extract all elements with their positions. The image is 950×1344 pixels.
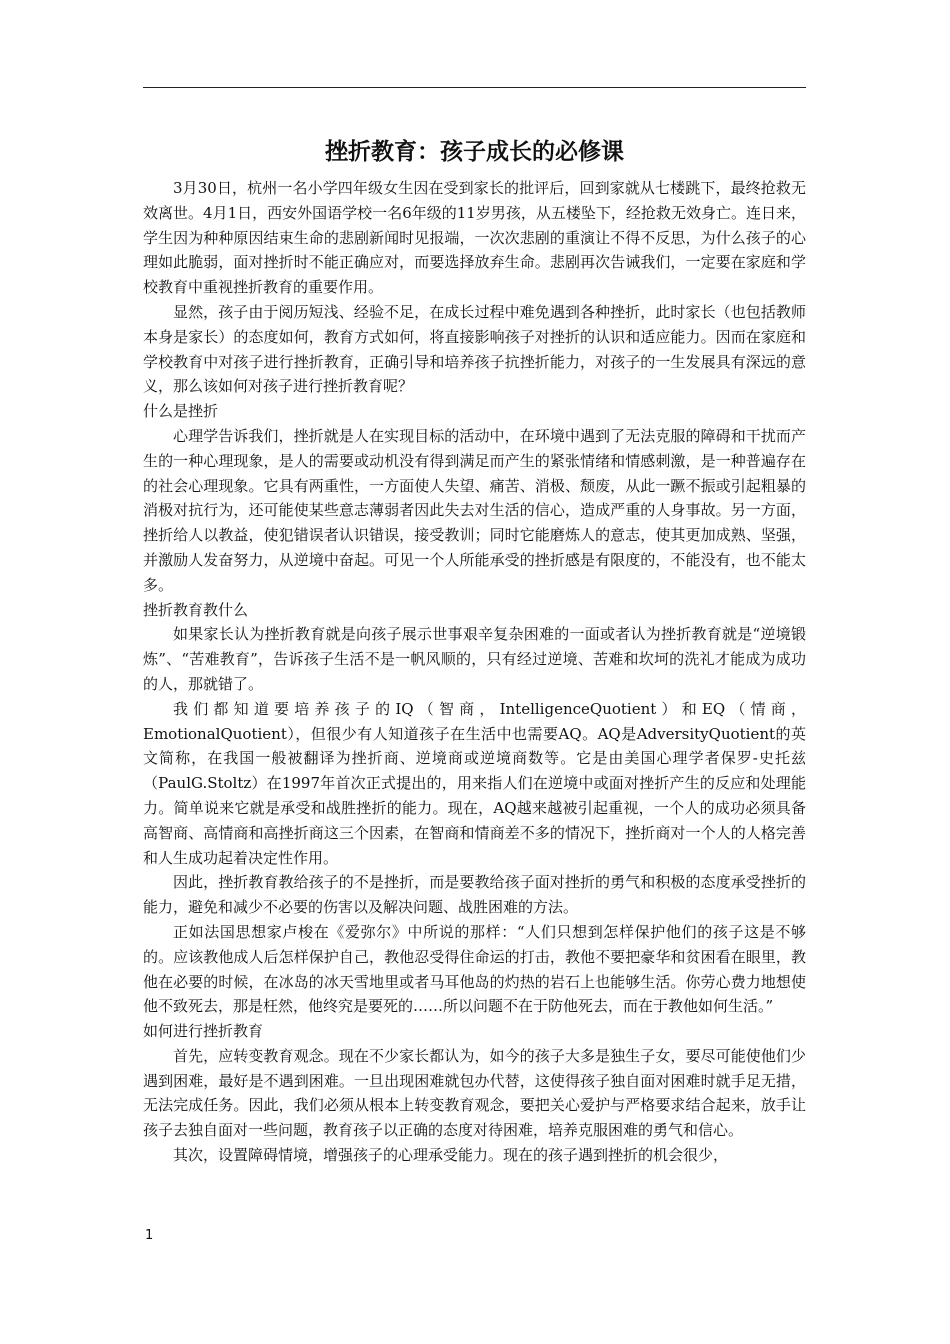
document-body xyxy=(143,132,806,1168)
page-title: 挫折教育：孩子成长的必修课 xyxy=(325,139,624,165)
paragraph: 首先，应转变教育观念。现在不少家长都认为，如今的孩子大多是独生子女，要尽可能使他们少遇到困难，最好是不遇到困难。一旦出现困难就包办代替，这使得孩子独自面对困难时就手足无措，无法完成任务。因此，我们必须从根本上转变教育观念，要把关心爱护与严格要求结合起来，放手让孩子去独自面对一些问题，教育孩子以正确的态度对待困难，培养克服困难的勇气和信心。 xyxy=(143,1046,806,1140)
section-heading: 如何进行挫折教育 xyxy=(143,1022,264,1041)
paragraph: 正如法国思想家卢梭在《爱弥尔》中所说的那样：“人们只想到怎样保护他们的孩子这是不够的。应该教他成人后怎样保护自己，教他忍受得住命运的打击，教他不要把豪华和贫困看在眼里，教他在必要的时候，在冰岛的冰天雪地里或者马耳他岛的灼热的岩石上也能够生活。你劳心费力地想使他不致死去，那是枉然，他终究是要死的……所以问题不在于防他死去，而在于教他如何生活。” xyxy=(143,922,806,1016)
paragraph: 如果家长认为挫折教育就是向孩子展示世事艰辛复杂困难的一面或者认为挫折教育就是“逆境锻炼”、“苦难教育”，告诉孩子生活不是一帆风顺的，只有经过逆境、苦难和坎坷的洗礼才能成为成功的人，那就错了。 xyxy=(143,625,806,693)
paragraph: 3月30日，杭州一名小学四年级女生因在受到家长的批评后，回到家就从七楼跳下，最终抢救无效离世。4月1日，西安外国语学校一名6年级的11岁男孩，从五楼坠下，经抢救无效身亡。连日来，学生因为种种原因结束生命的悲剧新闻时见报端，一次次悲剧的重演让不得不反思，为什么孩子的心理如此脆弱，面对挫折时不能正确应对，而要选择放弃生命。悲剧再次告诫我们，一定要在家庭和学校教育中重视挫折教育的重要作用。 xyxy=(143,179,806,297)
section-heading: 挫折教育教什么 xyxy=(143,600,249,619)
page-number: 1 xyxy=(145,1228,154,1243)
paragraph: 其次，设置障碍情境，增强孩子的心理承受能力。现在的孩子遇到挫折的机会很少， xyxy=(173,1146,729,1165)
paragraph: 我们都知道要培养孩子的IQ（智商，IntelligenceQuotient）和EQ（情商，EmotionalQuotient），但很少有人知道孩子在生活中也需要AQ。AQ是AdversityQuotient的英文简称，在我国一般被翻译为挫折商、逆境商或逆境商数等。它是由美国心理学者保罗-史托兹（PaulG.Stoltz）在1997年首次正式提出的，用来指人们在逆境中或面对挫折产生的反应和处理能力。简单说来它就是承受和战胜挫折的能力。现在，AQ越来越被引起重视，一个人的成功必须具备高智商、高情商和高挫折商这三个因素，在智商和情商差不多的情况下，挫折商对一个人的人格完善和人生成功起着决定性作用。 xyxy=(143,699,806,867)
paragraph: 因此，挫折教育教给孩子的不是挫折，而是要教给孩子面对挫折的勇气和积极的态度承受挫折的能力，避免和减少不必要的伤害以及解决问题、战胜困难的方法。 xyxy=(143,873,806,917)
paragraph: 心理学告诉我们，挫折就是人在实现目标的活动中，在环境中遇到了无法克服的障碍和干扰而产生的一种心理现象，是人的需要或动机没有得到满足而产生的紧张情绪和情感刺激，是一种普遍存在的社会心理现象。它具有两重性，一方面使人失望、痛苦、消极、颓废，从此一蹶不振或引起粗暴的消极对抗行为，还可能使某些意志薄弱者因此失去对生活的信心，造成严重的人身事故。另一方面，挫折给人以教益，使犯错误者认识错误，接受教训；同时它能磨炼人的意志，使其更加成熟、坚强，并激励人发奋努力，从逆境中奋起。可见一个人所能承受的挫折感是有限度的，不能没有，也不能太多。 xyxy=(143,426,806,594)
paragraph: 显然，孩子由于阅历短浅、经验不足，在成长过程中难免遇到各种挫折，此时家长（也包括教师本身是家长）的态度如何，教育方式如何，将直接影响孩子对挫折的认识和适应能力。因而在家庭和学校教育中对孩子进行挫折教育，正确引导和培养孩子抗挫折能力，对孩子的一生发展具有深远的意义，那么该如何对孩子进行挫折教育呢？ xyxy=(143,302,806,396)
section-heading: 什么是挫折 xyxy=(143,402,219,421)
header-divider xyxy=(143,87,806,88)
